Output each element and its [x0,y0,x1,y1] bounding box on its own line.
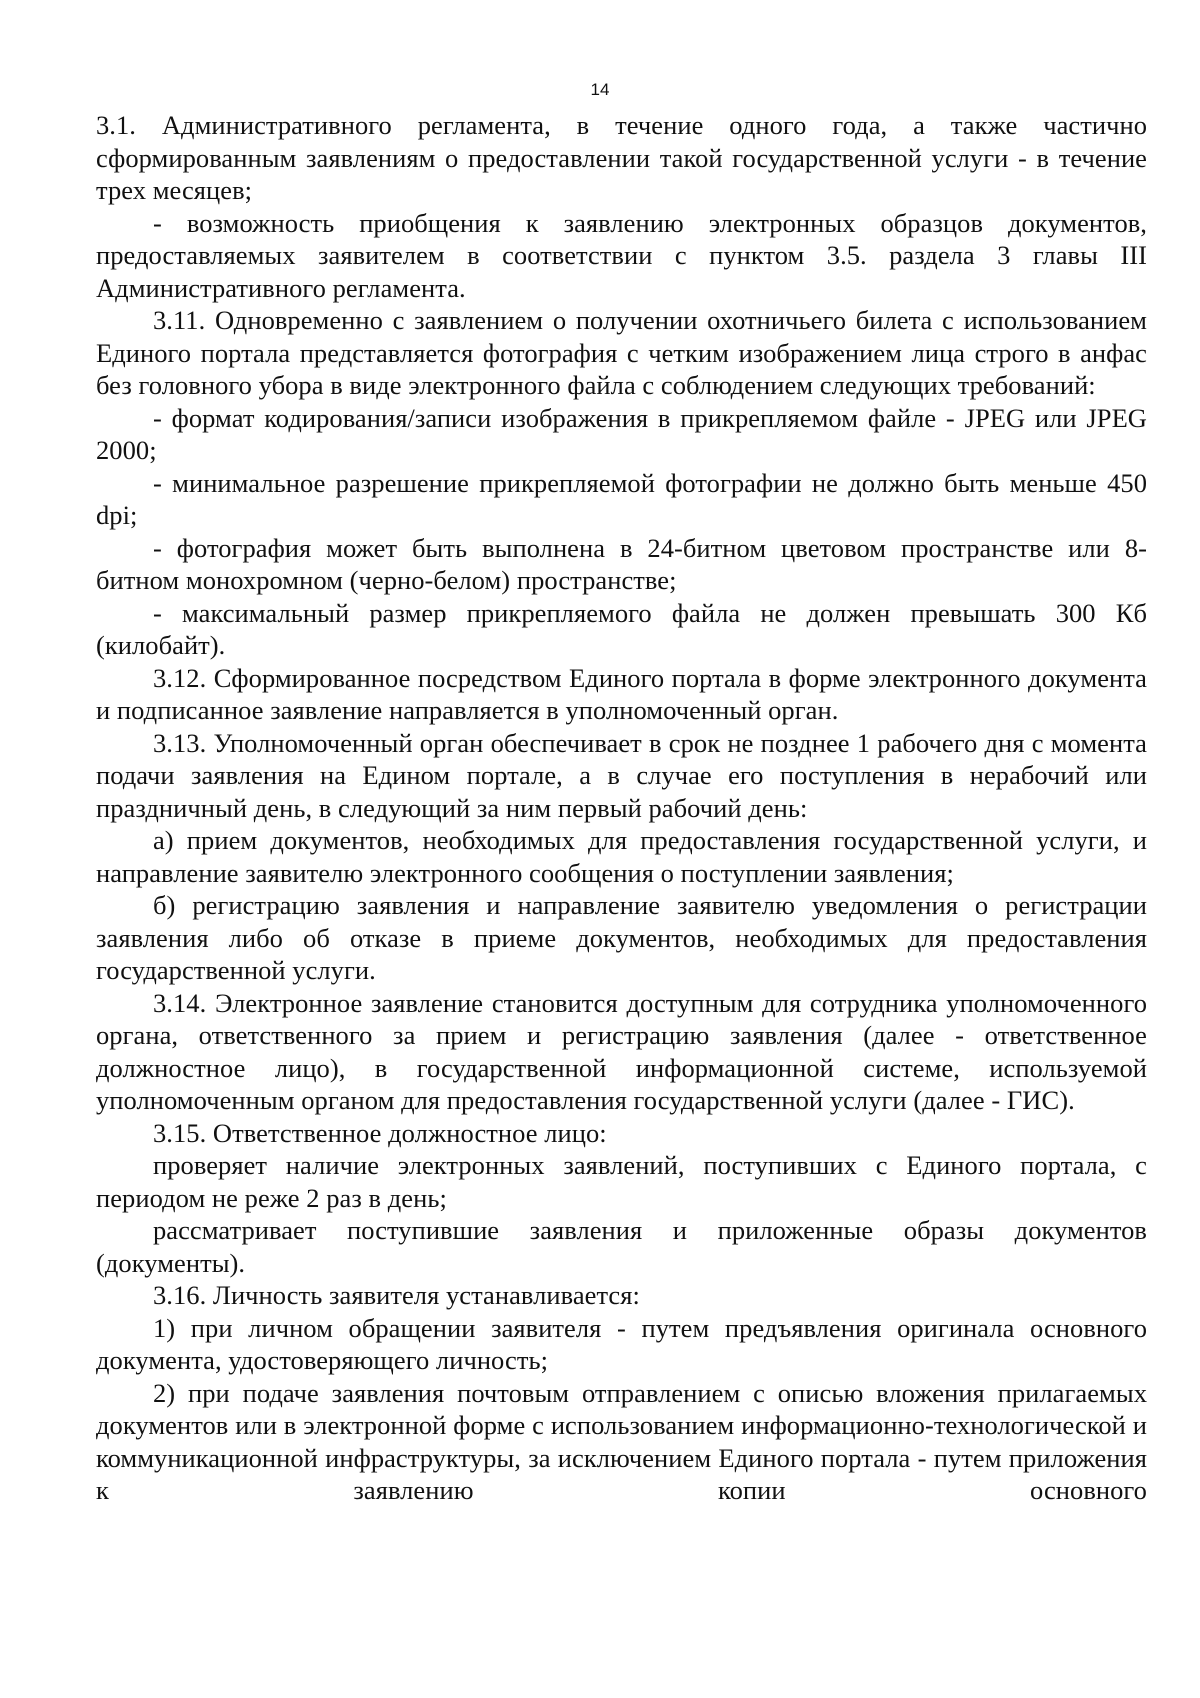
paragraph-checks-applications: проверяет наличие электронных заявлений, поступивших с Единого портала, с периодом не реже 2 раз в день; [96,1150,1147,1213]
paragraph-reviews-applications: рассматривает поступившие заявления и приложенные образы документов (документы). [96,1215,1147,1278]
paragraph-3-12: 3.12. Сформированное посредством Единого портала в форме электронного документа и подписанное заявление направляется в уполномоченный орган. [96,662,1147,725]
paragraph-color-requirement: - фотография может быть выполнена в 24-битном цветовом пространстве или 8-битном монохромном (черно-белом) пространстве; [96,532,1147,595]
paragraph-item-2: 2) при подаче заявления почтовым отправлением с описью вложения прилагаемых документов или в электронной форме с использованием информационно-технологической и коммуникационной инфраструктуры, за исключением Единого портала - путем приложения к заявлению копии основного [96,1377,1147,1505]
paragraph-3-14: 3.14. Электронное заявление становится доступным для сотрудника уполномоченного органа, ответственного за прием и регистрацию заявления (далее - ответственное должностное лицо), в государственной информационной системе, используемой уполномоченным органом для предоставления государственной услуги (далее - ГИС). [96,987,1147,1115]
paragraph-size-requirement: - максимальный размер прикрепляемого файла не должен превышать 300 Кб (килобайт). [96,597,1147,660]
document-body [96,109,1147,1507]
paragraph-resolution-requirement: - минимальное разрешение прикрепляемой фотографии не должно быть меньше 450 dpi; [96,467,1147,530]
paragraph-item-a: а) прием документов, необходимых для предоставления государственной услуги, и направление заявителю электронного сообщения о поступлении заявления; [96,825,1147,888]
paragraph-item-b: б) регистрацию заявления и направление заявителю уведомления о регистрации заявления либо об отказе в приеме документов, необходимых для предоставления государственной услуги. [96,890,1147,985]
paragraph-3-16: 3.16. Личность заявителя устанавливается: [153,1280,640,1310]
paragraph-3-13: 3.13. Уполномоченный орган обеспечивает в срок не позднее 1 рабочего дня с момента подачи заявления на Едином портале, а в случае его поступления в нерабочий или праздничный день, в следующий за ним первый рабочий день: [96,727,1147,823]
paragraph-electronic-samples: - возможность приобщения к заявлению электронных образцов документов, предоставляемых заявителем в соответствии с пунктом 3.5. раздела 3 главы III Административного регламента. [96,207,1147,303]
paragraph-format-requirement: - формат кодирования/записи изображения в прикрепляемом файле - JPEG или JPEG 2000; [96,402,1147,465]
page-number: 14 [590,80,610,99]
paragraph-3-15: 3.15. Ответственное должностное лицо: [153,1117,607,1148]
paragraph-3-1-continuation: 3.1. Административного регламента, в течение одного года, а также частично сформированным заявлениям о предоставлении такой государственной услуги - в течение трех месяцев; [96,110,1147,205]
paragraph-item-1: 1) при личном обращении заявителя - путем предъявления оригинала основного документа, удостоверяющего личность; [96,1312,1147,1375]
paragraph-3-11: 3.11. Одновременно с заявлением о получении охотничьего билета с использованием Единого портала представляется фотография с четким изображением лица строго в анфас без головного убора в виде электронного файла с соблюдением следующих требований: [96,305,1147,400]
